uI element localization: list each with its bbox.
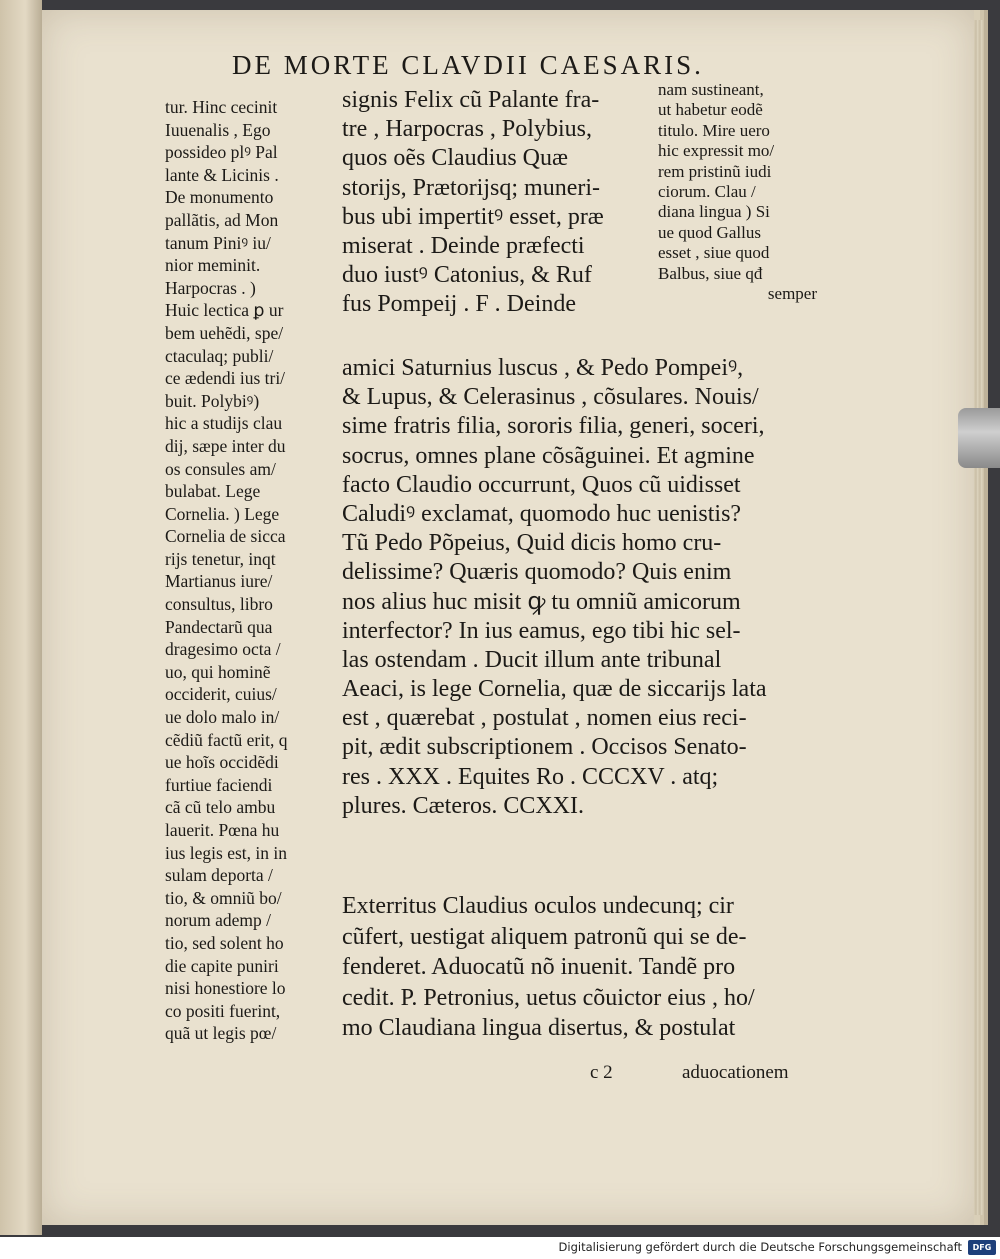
text-line: duo iustꝰ Catonius, & Ruf (342, 262, 592, 289)
text-line: est , quærebat , postulat , nomen eius reci- (342, 705, 747, 732)
text-line: Aeaci, is lege Cornelia, quæ de siccarijs lata (342, 676, 767, 703)
text-line: esset , siue quod (658, 243, 770, 263)
text-line: furtiue faciendi (165, 774, 273, 795)
side-note-column (658, 80, 823, 304)
text-line: mo Claudiana lingua disertus, & postulat (342, 1015, 736, 1041)
text-line: res . XXX . Equites Ro . CCCXV . atq; (342, 763, 719, 790)
text-line: De monumento (165, 187, 274, 208)
text-line: rijs tenetur, inqt (165, 548, 276, 569)
text-line: possideo plꝰ Pal (165, 142, 278, 163)
text-line: Huic lectica ꝑ ur (165, 300, 284, 321)
catchword: aduocationem (682, 1062, 789, 1083)
page-stack-edge (974, 20, 984, 1215)
text-line: ue dolo malo in/ (165, 707, 280, 728)
text-line: pallãtis, ad Mon (165, 209, 279, 230)
text-line: bulabat. Lege (165, 481, 261, 502)
text-line: tanum Piniꝰ iu/ (165, 232, 271, 253)
text-line: amici Saturnius luscus , & Pedo Pompeiꝰ, (342, 355, 744, 381)
text-line: Caludiꝰ exclamat, quomodo huc uenistis? (342, 500, 742, 527)
running-head: DE MORTE CLAVDII CAESARIS. (232, 50, 704, 80)
main-text-top (342, 86, 654, 320)
text-line: interfector? In ius eamus, ego tibi hic sel- (342, 617, 741, 644)
text-line: tio, sed solent ho (165, 932, 284, 953)
text-line: nam sustineant, (658, 80, 764, 99)
text-line: nior meminit. (165, 255, 261, 276)
text-line: dij, sæpe inter du (165, 435, 286, 456)
text-line: Tũ Pedo Põpeius, Quid dicis homo cru- (342, 530, 722, 557)
text-line: Harpocras . ) (165, 277, 256, 298)
dfg-logo-icon: DFG (968, 1240, 996, 1255)
text-line: tre , Harpocras , Polybius, (342, 116, 592, 143)
text-line: pit, ædit subscriptionem . Occisos Senato- (342, 734, 747, 761)
funding-credit: Digitalisierung gefördert durch die Deutsche Forschungsgemeinschaft (558, 1240, 962, 1254)
text-line: nisi honestiore lo (165, 978, 286, 999)
text-line: las ostendam . Ducit illum ante tribunal (342, 646, 722, 673)
text-line: & Lupus, & Celerasinus , cõsulares. Nouis/ (342, 384, 759, 411)
text-line: facto Claudio occurrunt, Quos cũ uidisset (342, 471, 741, 498)
text-line: ctaculaq; publi/ (165, 345, 274, 366)
main-text-bottom (342, 354, 826, 821)
text-line: ut habetur eodẽ (658, 100, 763, 120)
facing-page-edge (0, 0, 42, 1235)
text-line: titulo. Mire uero (658, 120, 770, 140)
text-line: Exterritus Claudius oculos undecunq; cir (342, 893, 734, 919)
text-line: hic a studijs clau (165, 413, 283, 434)
main-text-lower (342, 891, 826, 1044)
book-clip (958, 408, 1000, 468)
text-line: plures. Cæteros. CCXXI. (342, 792, 584, 819)
text-line: ciorum. Clau / (658, 181, 756, 201)
text-line: occiderit, cuius/ (165, 684, 277, 705)
text-line: ue quod Gallus (658, 222, 761, 242)
text-line: Cornelia de sicca (165, 526, 286, 547)
text-line: buit. Polybiꝰ) (165, 390, 260, 411)
text-line: Iuuenalis , Ego (165, 119, 271, 140)
text-line: lante & Licinis . (165, 164, 279, 185)
text-line: hic expressit mo/ (658, 141, 775, 161)
footer-bar (0, 1237, 1000, 1259)
text-line: cũfert, uestigat aliquem patronũ qui se de- (342, 923, 747, 950)
left-commentary-column (165, 96, 323, 1045)
text-line: rem pristinũ iudi (658, 161, 772, 181)
text-line: fus Pompeij . F . Deinde (342, 291, 576, 318)
text-line: quos oẽs Claudius Quæ (342, 145, 569, 172)
text-line: die capite puniri (165, 955, 279, 976)
text-line: Cornelia. ) Lege (165, 503, 280, 524)
text-line: Pandectarũ qua (165, 616, 273, 637)
text-line: consultus, libro (165, 594, 273, 615)
text-line: socrus, omnes plane cõsãguinei. Et agmine (342, 442, 755, 469)
text-line: bem uehẽdi, spe/ (165, 322, 284, 343)
text-line: nos alius huc misit ꝙ tu omniũ amicorum (342, 588, 741, 615)
text-line: bus ubi impertitꝰ esset, præ (342, 203, 604, 230)
text-line: delissime? Quæris quomodo? Quis enim (342, 559, 732, 586)
text-line: semper (767, 283, 817, 303)
text-line: ue hoĩs occidẽdi (165, 752, 279, 773)
text-line: storijs, Prætorijsq; muneri- (342, 174, 600, 201)
text-line: os consules am/ (165, 458, 276, 479)
text-line: sulam deporta / (165, 865, 273, 886)
text-line: ce ædendi ius tri/ (165, 368, 286, 389)
text-line: signis Felix cũ Palante fra- (342, 87, 600, 113)
text-line: co positi fuerint, (165, 1000, 281, 1021)
text-line: cã cũ telo ambu (165, 797, 276, 818)
text-line: fenderet. Aduocatũ nõ inuenit. Tandẽ pro (342, 954, 736, 980)
text-line: tio, & omniũ bo/ (165, 887, 282, 908)
text-line: tur. Hinc cecinit (165, 97, 278, 117)
text-line: lauerit. Pœna hu (165, 820, 280, 840)
text-line: cẽdiũ factũ erit, q (165, 729, 288, 750)
text-line: uo, qui hominẽ (165, 661, 271, 682)
text-line: cedit. P. Petronius, uetus cõuictor eius , ho/ (342, 984, 755, 1011)
text-line: ius legis est, in in (165, 842, 288, 863)
text-line: miserat . Deinde præfecti (342, 232, 585, 259)
text-line: Balbus, siue qđ (658, 263, 763, 283)
text-line: quã ut legis pœ/ (165, 1023, 277, 1044)
signature-mark: c 2 (590, 1062, 613, 1083)
text-line: dragesimo octa / (165, 639, 281, 660)
text-line: sime fratris filia, sororis filia, generi, soceri, (342, 413, 765, 440)
text-line: diana lingua ) Si (658, 202, 770, 222)
text-line: Martianus iure/ (165, 571, 273, 592)
text-line: norum ademp / (165, 910, 271, 931)
